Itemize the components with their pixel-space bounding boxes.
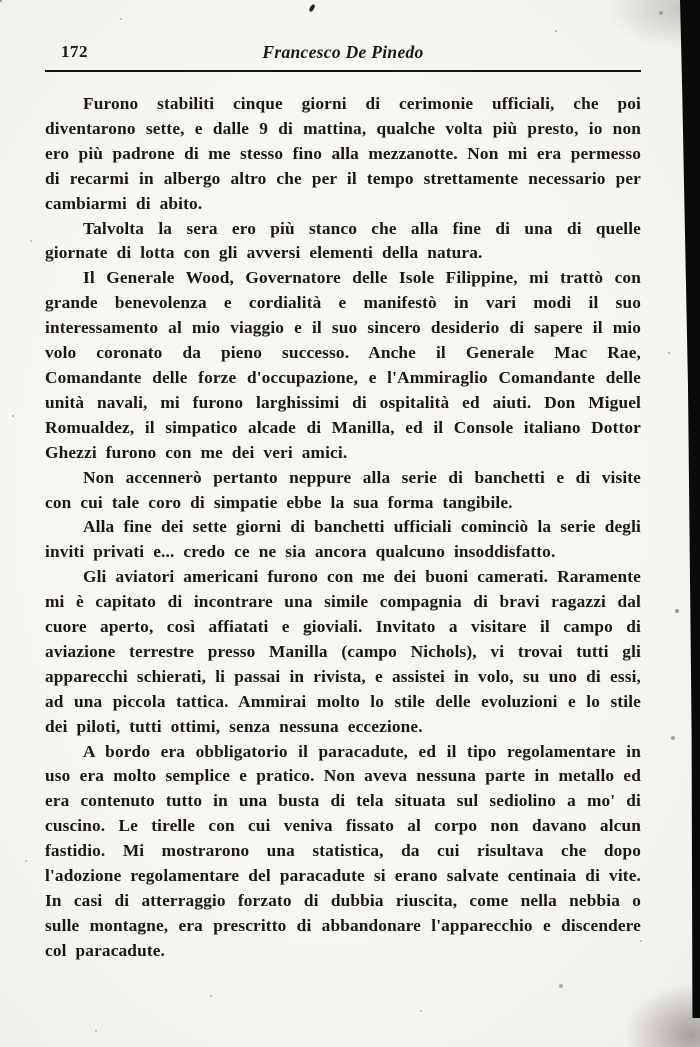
paragraph: Il Generale Wood, Governatore delle Isole Filippine, mi trattò con grande benevolenza e cordialità e manifestò in vari modi il suo interessamento al mio viaggio e il suo sincero desiderio di sapere il mio volo coronato da pieno successo. Anche il Generale Mac Rae, Comandante delle forze d'occupazione, e l'Ammiraglio Comandante delle unità navali, mi furono larghissimi di ospitalità ed aiuti. Don Miguel Romualdez, il simpatico alcade di Manilla, ed il Console italiano Dottor Ghezzi furono con me dei veri amici. (45, 268, 641, 462)
paper-specks (0, 0, 2, 2)
running-title: Francesco De Pinedo (262, 42, 424, 62)
paragraph: A bordo era obbligatorio il paracadute, ed il tipo regolamentare in uso era molto semplice e pratico. Non aveva nessuna parte in metallo ed era contenuto tutto in una busta di tela situata sul sediolino a mo' di cuscino. Le tirelle con cui veniva fissato al corpo non davano alcun fastidio. Mi mostrarono una statistica, da cui risultava che dopo l'adozione regolamentare del paracadute si erano salvate centinaia di vite. In casi di atterraggio forzato di dubbia riuscita, come nella nebbia o sulle montagne, era prescritto di abbandonare l'apparecchio e discendere col paracadute. (45, 741, 641, 960)
ink-speck-mark (308, 4, 315, 13)
paragraph: Furono stabiliti cinque giorni di cerimonie ufficiali, che poi diventarono sette, e dalle 9 di mattina, qualche volta più presto, io non ero più padrone di me stesso fino alla mezzanotte. Non mi era permesso di recarmi in albergo altro che per il tempo strettamente necessario per cambiarmi di abito. (45, 94, 641, 213)
header-rule (45, 70, 641, 72)
scan-edge-band (680, 0, 700, 1018)
paragraph: Alla fine dei sette giorni di banchetti ufficiali cominciò la serie degli inviti privati e... credo ce ne sia ancora qualcuno insoddisfatto. (45, 517, 641, 562)
page-number: 172 (61, 42, 88, 61)
body-text (45, 92, 641, 964)
paragraph: Gli aviatori americani furono con me dei buoni camerati. Raramente mi è capitato di incontrare una simile compagnia di bravi ragazzi dal cuore aperto, così affiatati e gioviali. Invitato a visitare il campo di aviazione terrestre presso Manilla (campo Nichols), vi trovai tutti gli apparecchi schierati, li passai in rivista, e assistei in volo, su uno di essi, ad una piccola tattica. Ammirai molto lo stile delle evoluzioni e lo stile dei piloti, tutti ottimi, senza nessuna eccezione. (45, 567, 641, 736)
page-header (45, 42, 641, 64)
paragraph: Talvolta la sera ero più stanco che alla fine di una di quelle giornate di lotta con gli avversi elementi della natura. (45, 218, 641, 263)
paragraph: Non accennerò pertanto neppure alla serie di banchetti e di visite con cui tale coro di simpatie ebbe la sua forma tangibile. (45, 467, 641, 512)
